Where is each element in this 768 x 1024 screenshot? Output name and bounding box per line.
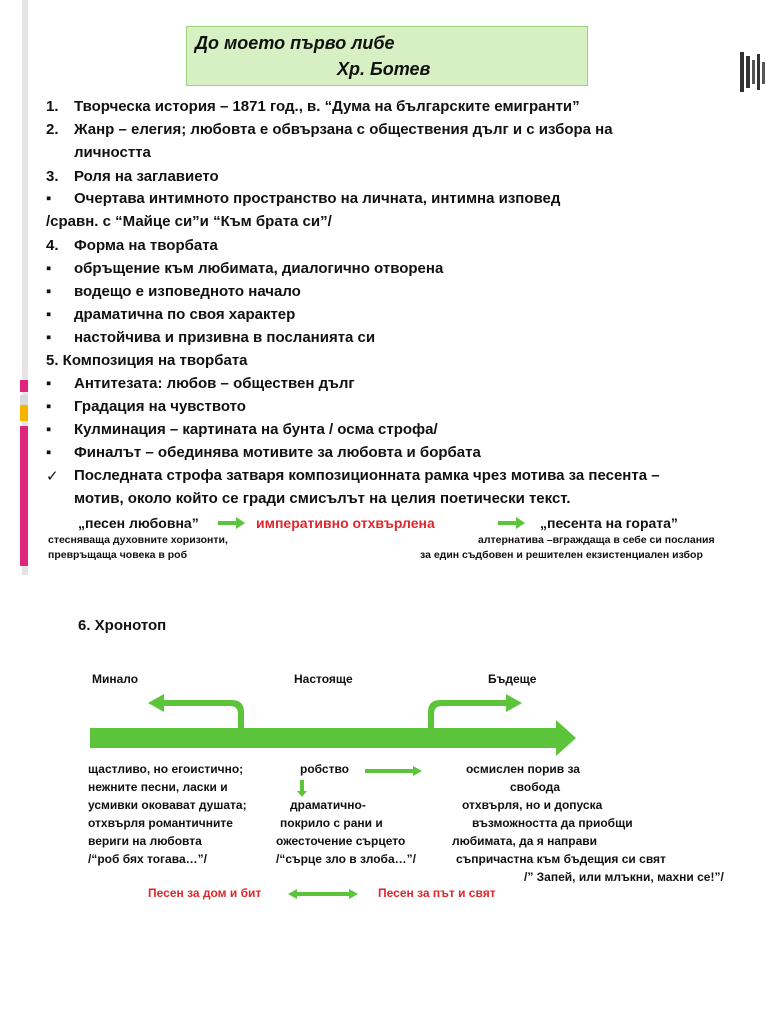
list-item-text: мотив, около който се гради смисълът на целия поетически текст. bbox=[74, 490, 571, 507]
chronotope-line: /” Запей, или млъкни, махни се!”/ bbox=[524, 870, 724, 884]
song-rejected-label: императивно отхвърлена bbox=[256, 515, 435, 531]
chronotope-line: ожесточение сърцето bbox=[276, 834, 406, 848]
chronotope-line: отхвърля романтичните bbox=[88, 816, 233, 830]
edge-mark-pink-long bbox=[20, 426, 28, 566]
chronotope-line: съпричастна към бъдещия си свят bbox=[456, 852, 666, 866]
chronotope-line: вериги на любовта bbox=[88, 834, 202, 848]
list-marker: ▪ bbox=[46, 306, 52, 323]
list-marker: 4. bbox=[46, 237, 59, 254]
double-arrow-icon bbox=[288, 888, 358, 900]
song-note: алтернатива –вграждаща в себе си послания bbox=[478, 534, 715, 546]
document-logo-icon bbox=[740, 52, 766, 92]
arrow-down-icon bbox=[296, 780, 308, 798]
list-marker: ▪ bbox=[46, 444, 52, 461]
song-road-label: Песен за път и свят bbox=[378, 886, 496, 900]
chronotope-line: /“роб бях тогава…”/ bbox=[88, 852, 207, 866]
list-marker: ▪ bbox=[46, 283, 52, 300]
chronotope-line: възможността да приобщи bbox=[472, 816, 633, 830]
list-marker: 3. bbox=[46, 168, 59, 185]
edge-mark-pink bbox=[20, 380, 28, 392]
song-love-label: „песен любовна” bbox=[78, 515, 199, 531]
chronotope-line: драматично- bbox=[290, 798, 366, 812]
list-item-text: Кулминация – картината на бунта / осма строфа/ bbox=[74, 421, 438, 438]
poem-author: Хр. Ботев bbox=[337, 59, 431, 79]
arrow-right-icon bbox=[365, 765, 423, 777]
list-item-text: обръщение към любимата, диалогично отворена bbox=[74, 260, 444, 277]
chronotope-line: любимата, да я направи bbox=[452, 834, 598, 848]
list-item-text: драматична по своя характер bbox=[74, 306, 296, 323]
list-marker: ✓ bbox=[46, 468, 59, 485]
song-forest-label: „песента на гората” bbox=[540, 515, 678, 531]
list-marker: ▪ bbox=[46, 329, 52, 346]
list-item-text: Финалът – обединява мотивите за любовта и борбата bbox=[74, 444, 481, 461]
list-item-text: Антитезата: любов – обществен дълг bbox=[74, 375, 355, 392]
list-item-text: Жанр – елегия; любовта е обвързана с обществения дълг и с избора на bbox=[74, 121, 613, 138]
list-item-text: Форма на творбата bbox=[74, 237, 218, 254]
list-marker: ▪ bbox=[46, 375, 52, 392]
timeline-arrow bbox=[86, 692, 582, 758]
list-item-text: водещо е изповедното начало bbox=[74, 283, 301, 300]
list-item-text: настойчива и призивна в посланията си bbox=[74, 329, 376, 346]
edge-mark-gray bbox=[20, 395, 28, 405]
chronotope-line: отхвърля, но и допуска bbox=[462, 798, 603, 812]
chronotope-line: /“сърце зло в злоба…”/ bbox=[276, 852, 416, 866]
chronotope-line: нежните песни, ласки и bbox=[88, 780, 228, 794]
poem-title: До моето първо либе bbox=[195, 33, 395, 53]
song-note: стесняваща духовните хоризонти, bbox=[48, 534, 228, 546]
chronotope-line: свобода bbox=[510, 780, 561, 794]
list-marker: ▪ bbox=[46, 398, 52, 415]
song-note: превръщаща човека в роб bbox=[48, 549, 188, 561]
list-marker: 1. bbox=[46, 98, 59, 115]
list-item-text: Очертава интимното пространство на личната, интимна изповед bbox=[74, 190, 561, 207]
song-note: за един съдбовен и решителен екзистенциален избор bbox=[420, 549, 703, 561]
chronotope-line: усмивки оковават душата; bbox=[88, 798, 247, 812]
list-item-text: 5. Композиция на творбата bbox=[46, 352, 248, 369]
chronotope-line: осмислен порив за bbox=[466, 762, 580, 776]
list-item-text: Роля на заглавието bbox=[74, 168, 219, 185]
list-item-text: /сравн. с “Майце си”и “Към брата си”/ bbox=[46, 213, 332, 230]
list-marker: ▪ bbox=[46, 260, 52, 277]
list-item-text: Творческа история – 1871 год., в. “Дума на българските емигранти” bbox=[74, 98, 580, 115]
arrow-right-icon bbox=[498, 516, 526, 530]
timeline-future-label: Бъдеще bbox=[488, 672, 537, 686]
chronotope-line: покрило с рани и bbox=[280, 816, 383, 830]
arrow-right-icon bbox=[218, 516, 246, 530]
list-marker: ▪ bbox=[46, 421, 52, 438]
chronotope-line: щастливо, но егоистично; bbox=[88, 762, 244, 776]
list-item-text: Последната строфа затваря композиционната рамка чрез мотива за песента – bbox=[74, 467, 660, 484]
title-box bbox=[186, 26, 588, 86]
chronotope-heading: 6. Хронотоп bbox=[78, 617, 167, 634]
list-item-text: личността bbox=[74, 144, 151, 161]
list-marker: ▪ bbox=[46, 190, 52, 207]
timeline-past-label: Минало bbox=[92, 672, 139, 686]
edge-mark-yellow bbox=[20, 405, 28, 421]
song-home-label: Песен за дом и бит bbox=[148, 886, 262, 900]
list-item-text: Градация на чувството bbox=[74, 398, 246, 415]
timeline-present-label: Настояще bbox=[294, 672, 353, 686]
list-marker: 2. bbox=[46, 121, 59, 138]
chronotope-line: робство bbox=[300, 762, 350, 776]
